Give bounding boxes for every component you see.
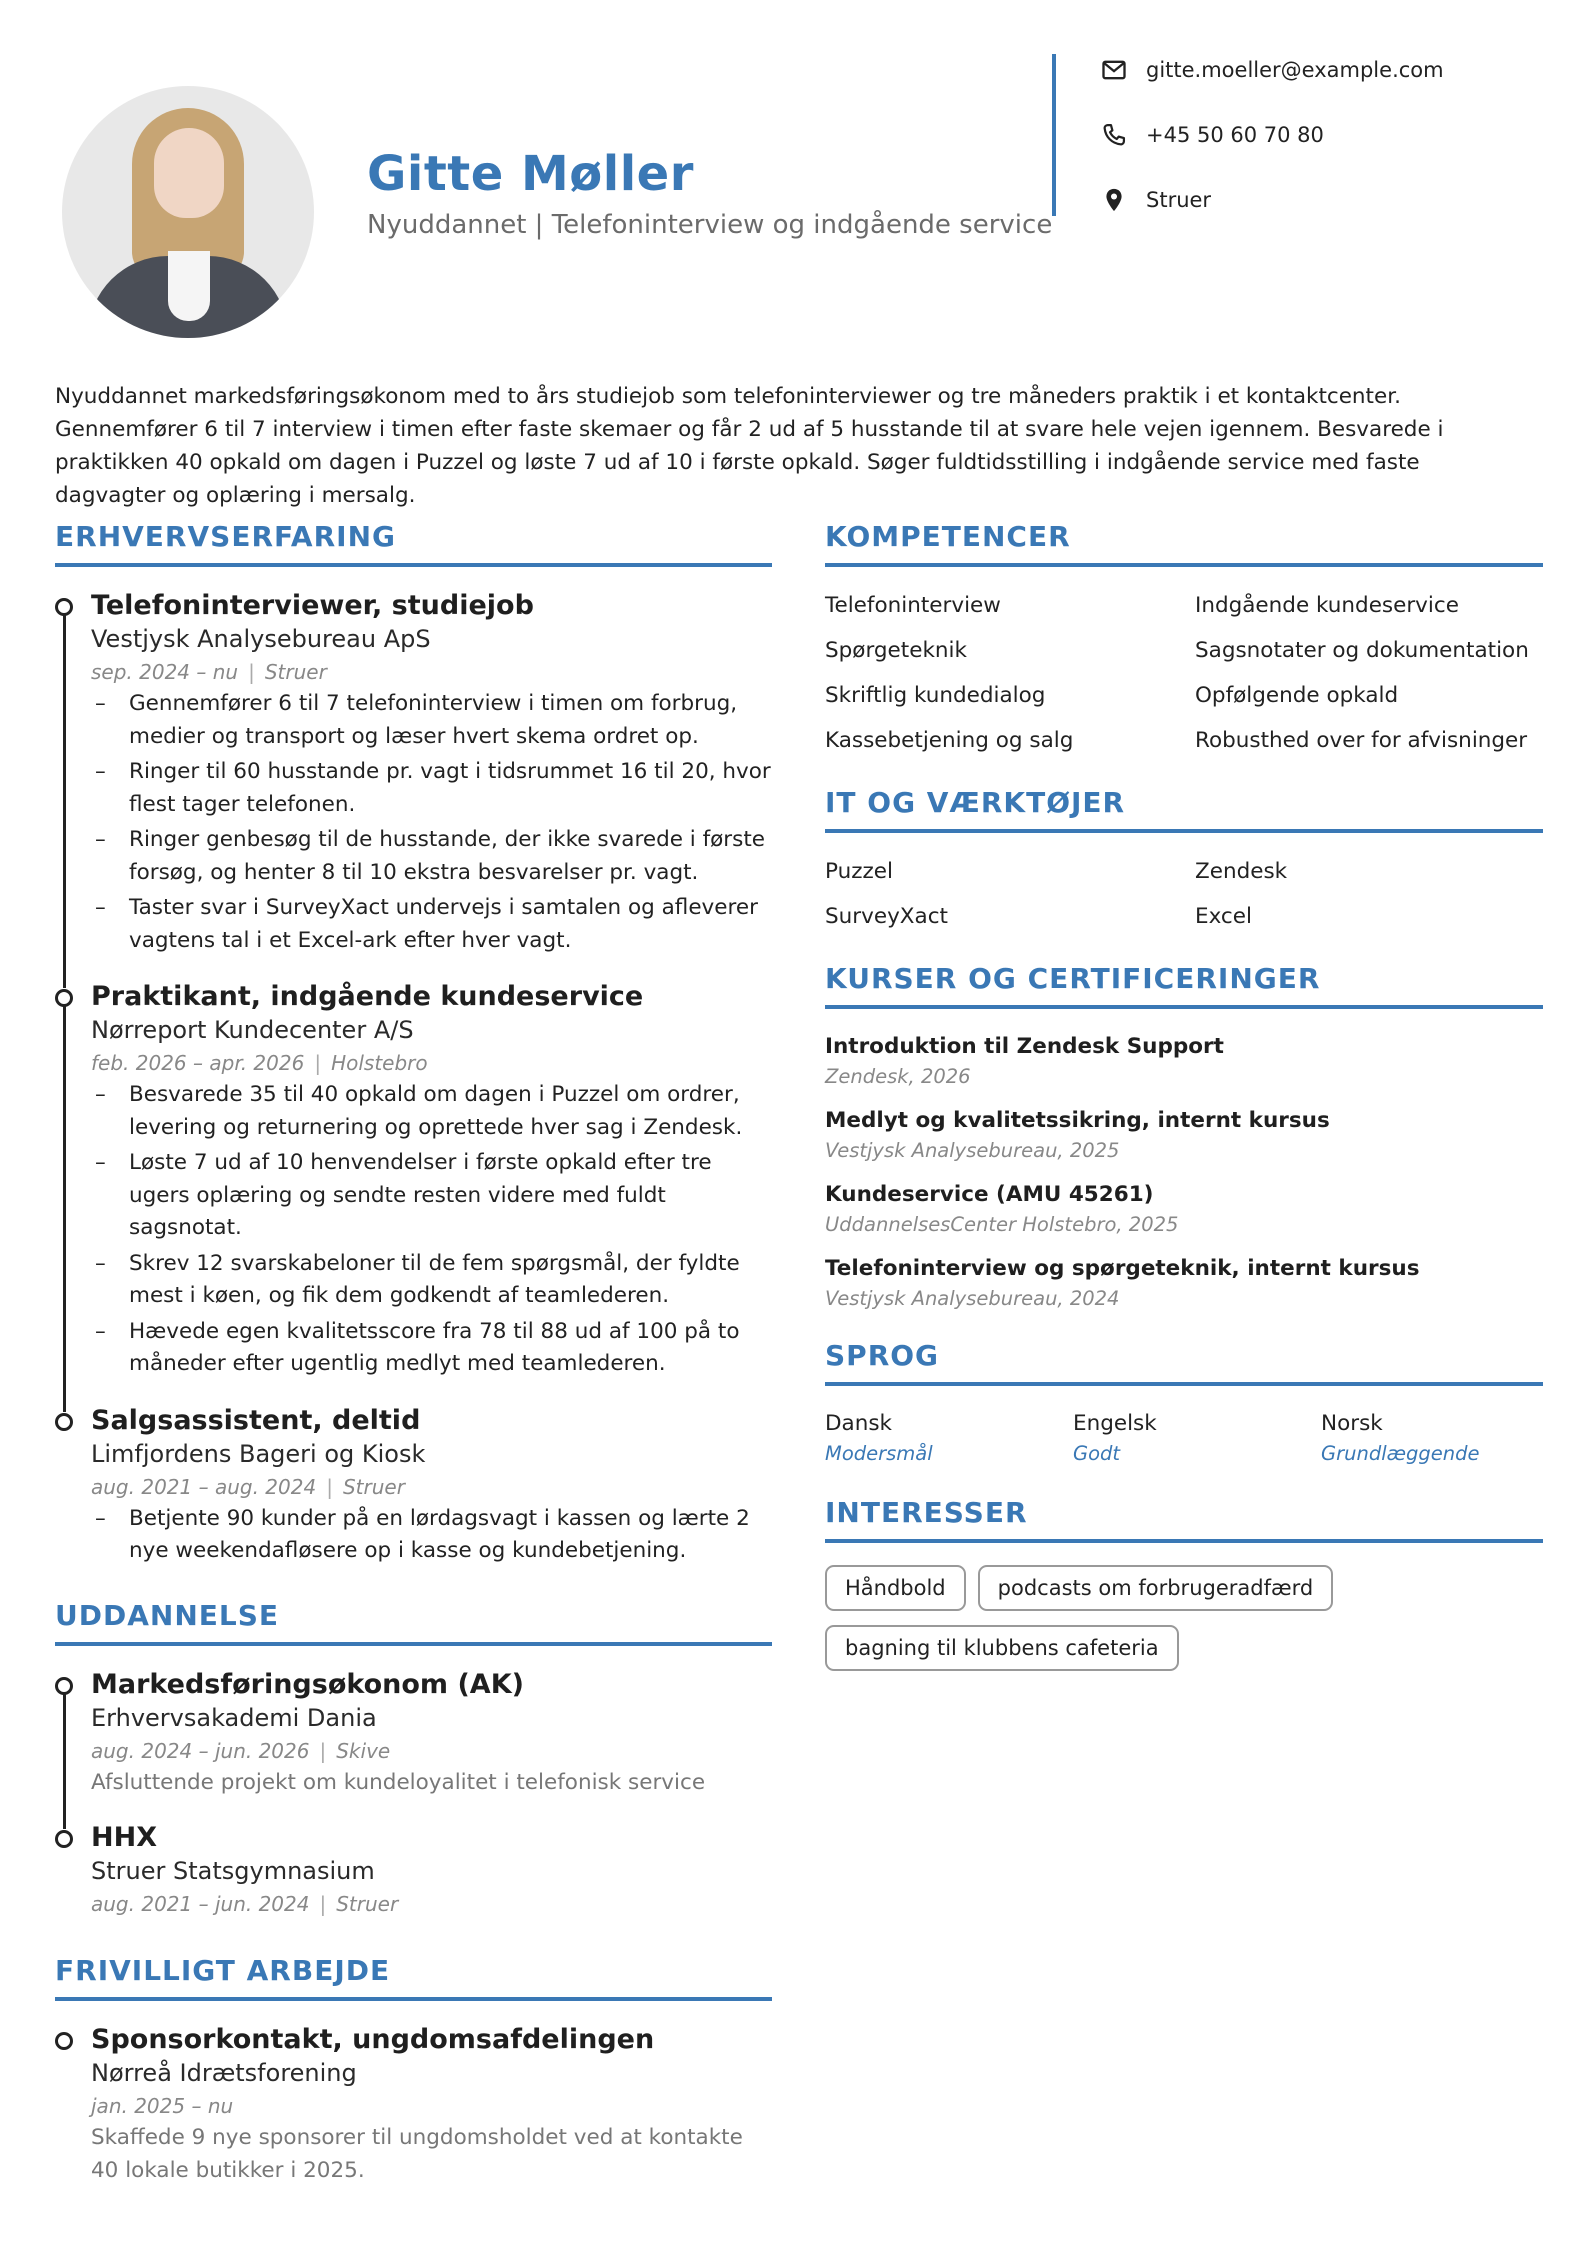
competency-grid — [825, 589, 1543, 758]
section-title-volunteer: FRIVILLIGT ARBEJDE — [55, 1954, 772, 2001]
education-place: Skive — [336, 1738, 391, 1763]
education-place: Struer — [336, 1892, 399, 1916]
course-name: Medlyt og kvalitetssikring, internt kursus — [825, 1108, 1330, 1133]
school: Erhvervsakademi Dania — [91, 1703, 377, 1732]
language-level: Godt — [1073, 1442, 1121, 1465]
education-date: aug. 2021 – jun. 2024 — [91, 1892, 310, 1916]
tool-item: SurveyXact — [825, 904, 948, 929]
mail-icon — [1100, 56, 1128, 84]
interest-tag: Håndbold — [825, 1565, 966, 1611]
location-text: Struer — [1146, 188, 1212, 212]
job-bullets — [91, 688, 772, 957]
volunteer-org: Nørreå Idrætsforening — [91, 2059, 357, 2087]
volunteer-timeline — [55, 2023, 772, 2207]
employer: Vestjysk Analysebureau ApS — [91, 625, 431, 653]
section-title-competencies: KOMPETENCER — [825, 520, 1543, 567]
section-title-experience: ERHVERVSERFARING — [55, 520, 772, 567]
competency-item: Skriftlig kundedialog — [825, 683, 1046, 708]
job-bullet: – Hævede egen kvalitetsscore fra 78 til 88 ud af 100 på to måneder efter ugentlig medlyt med teamlederen. — [91, 1316, 772, 1381]
job-bullet: – Gennemfører 6 til 7 telefoninterview i timen om forbrug, medier og transport og læser hvert skema ordret op. — [91, 688, 772, 753]
interest-tags — [825, 1565, 1525, 1671]
job-date: feb. 2026 – apr. 2026 — [91, 1051, 305, 1075]
right-column — [825, 520, 1543, 1671]
email-text: gitte.moeller@example.com — [1146, 58, 1444, 82]
left-column — [55, 520, 772, 2207]
language-item — [1073, 1408, 1321, 1468]
phone-icon — [1100, 121, 1128, 149]
education-description: Afsluttende projekt om kundeloyalitet i telefonisk service — [91, 1769, 706, 1795]
experience-timeline — [55, 589, 772, 1591]
contact-location — [1100, 186, 1211, 214]
job-bullet: – Ringer til 60 husstande pr. vagt i tidsrummet 16 til 20, hvor flest tager telefonen. — [91, 756, 772, 821]
course-provider: Zendesk, 2026 — [825, 1065, 971, 1088]
school: Struer Statsgymnasium — [91, 1857, 375, 1885]
job-bullet: – Taster svar i SurveyXact undervejs i samtalen og afleverer vagtens tal i et Excel-ark efter hver vagt. — [91, 892, 772, 957]
phone-text: +45 50 60 70 80 — [1146, 123, 1324, 147]
job-date: sep. 2024 – nu — [91, 660, 239, 684]
employer: Limfjordens Bageri og Kiosk — [91, 1439, 426, 1468]
language-item — [1321, 1408, 1543, 1468]
competency-item: Spørgeteknik — [825, 638, 967, 663]
course-name: Introduktion til Zendesk Support — [825, 1034, 1224, 1059]
job-title: Salgsassistent, deltid — [91, 1404, 421, 1436]
course-provider: Vestjysk Analysebureau, 2025 — [825, 1139, 1120, 1162]
job-title: Telefoninterviewer, studiejob — [91, 590, 534, 621]
candidate-name: Gitte Møller — [367, 146, 694, 202]
tool-item: Puzzel — [825, 859, 893, 884]
volunteer-role: Sponsorkontakt, ungdomsafdelingen — [91, 2024, 655, 2055]
course-name: Telefoninterview og spørgeteknik, internt kursus — [825, 1256, 1420, 1281]
section-title-it-tools: IT OG VÆRKTØJER — [825, 786, 1543, 833]
education-timeline — [55, 1668, 772, 1941]
education-item — [91, 1668, 772, 1822]
job-bullet: – Besvarede 35 til 40 opkald om dagen i Puzzel om ordrer, levering og returnering og oprettede hver sag i Zendesk. — [91, 1079, 772, 1144]
profile-photo — [62, 86, 314, 338]
course-name: Kundeservice (AMU 45261) — [825, 1182, 1154, 1207]
job-bullet: – Løste 7 ud af 10 henvendelser i første opkald efter tre ugers oplæring og sendte resten videre med fuldt sagsnotat. — [91, 1147, 772, 1245]
language-name: Dansk — [825, 1411, 893, 1436]
contact-email[interactable] — [1100, 56, 1444, 84]
job-place: Struer — [342, 1474, 405, 1499]
location-pin-icon — [1100, 186, 1128, 214]
course-provider: UddannelsesCenter Holstebro, 2025 — [825, 1213, 1179, 1236]
language-list — [825, 1408, 1543, 1468]
tool-item: Excel — [1195, 904, 1252, 929]
language-item — [825, 1408, 1073, 1468]
section-title-interests: INTERESSER — [825, 1496, 1543, 1543]
job-date: aug. 2021 – aug. 2024 — [91, 1474, 317, 1499]
job-title: Praktikant, indgående kundeservice — [91, 981, 644, 1012]
job-place: Struer — [264, 660, 327, 684]
job-meta: aug. 2021 – aug. 2024 | Struer — [91, 1474, 405, 1499]
it-tools-grid — [825, 855, 1543, 934]
interest-tag: podcasts om forbrugeradfærd — [978, 1565, 1334, 1611]
volunteer-item — [91, 2023, 772, 2207]
competency-item: Kassebetjening og salg — [825, 728, 1074, 753]
volunteer-description: Skaffede 9 nye sponsorer til ungdomsholdet ved at kontakte 40 lokale butikker i 2025. — [91, 2125, 743, 2183]
language-name: Norsk — [1321, 1411, 1383, 1436]
competency-item: Opfølgende opkald — [1195, 683, 1399, 708]
language-name: Engelsk — [1073, 1411, 1157, 1436]
experience-item — [91, 980, 772, 1404]
contact-phone[interactable] — [1100, 121, 1324, 149]
education-item — [91, 1821, 772, 1940]
education-meta: aug. 2024 – jun. 2026 | Skive — [91, 1738, 391, 1763]
section-title-courses: KURSER OG CERTIFICERINGER — [825, 962, 1543, 1009]
education-date: aug. 2024 – jun. 2026 — [91, 1738, 310, 1763]
job-bullet: – Betjente 90 kunder på en lørdagsvagt i kassen og lærte 2 nye weekendafløsere op i kasse og kundebetjening. — [91, 1503, 772, 1568]
course-list — [825, 1031, 1543, 1313]
experience-item — [91, 1404, 772, 1591]
job-bullets — [91, 1079, 772, 1381]
job-meta: feb. 2026 – apr. 2026 | Holstebro — [91, 1051, 428, 1075]
competency-item: Sagsnotater og dokumentation — [1195, 638, 1529, 663]
competency-item: Indgående kundeservice — [1195, 593, 1459, 618]
header-divider — [1052, 54, 1056, 216]
section-title-languages: SPROG — [825, 1339, 1543, 1386]
tool-item: Zendesk — [1195, 859, 1288, 884]
experience-item — [91, 589, 772, 980]
volunteer-date: jan. 2025 – nu — [91, 2094, 234, 2118]
competency-item: Telefoninterview — [825, 593, 1001, 618]
job-meta: sep. 2024 – nu | Struer — [91, 660, 327, 684]
course-provider: Vestjysk Analysebureau, 2024 — [825, 1287, 1120, 1310]
job-bullet: – Skrev 12 svarskabeloner til de fem spørgsmål, der fyldte mest i køen, og fik dem godkendt af teamlederen. — [91, 1248, 772, 1313]
language-level: Modersmål — [825, 1442, 933, 1465]
employer: Nørreport Kundecenter A/S — [91, 1016, 414, 1044]
job-bullet: – Ringer genbesøg til de husstande, der ikke svarede i første forsøg, og henter 8 til 10 ekstra besvarelser pr. vagt. — [91, 824, 772, 889]
interest-tag: bagning til klubbens cafeteria — [825, 1625, 1179, 1671]
competency-item: Robusthed over for afvisninger — [1195, 728, 1528, 753]
candidate-subtitle: Nyuddannet | Telefoninterview og indgående service — [367, 210, 1053, 240]
job-bullets — [91, 1503, 772, 1568]
job-place: Holstebro — [331, 1051, 428, 1075]
profile-summary: Nyuddannet markedsføringsøkonom med to års studiejob som telefoninterviewer og tre måneders praktik i et kontaktcenter. Gennemfører 6 til 7 interview i timen efter faste skemaer og får 2 ud af 5 husstande til at svare hele vejen igennem. Besvarede i praktikken 40 opkald om dagen i Puzzel og løste 7 ud af 10 i første opkald. Søger fuldtidsstilling i indgående service med faste dagvagter og oplæring i mersalg. — [55, 384, 1444, 508]
education-meta: aug. 2021 – jun. 2024 | Struer — [91, 1892, 399, 1916]
degree-title: HHX — [91, 1822, 158, 1853]
language-level: Grundlæggende — [1321, 1442, 1480, 1465]
degree-title: Markedsføringsøkonom (AK) — [91, 1668, 524, 1700]
section-title-education: UDDANNELSE — [55, 1599, 772, 1646]
